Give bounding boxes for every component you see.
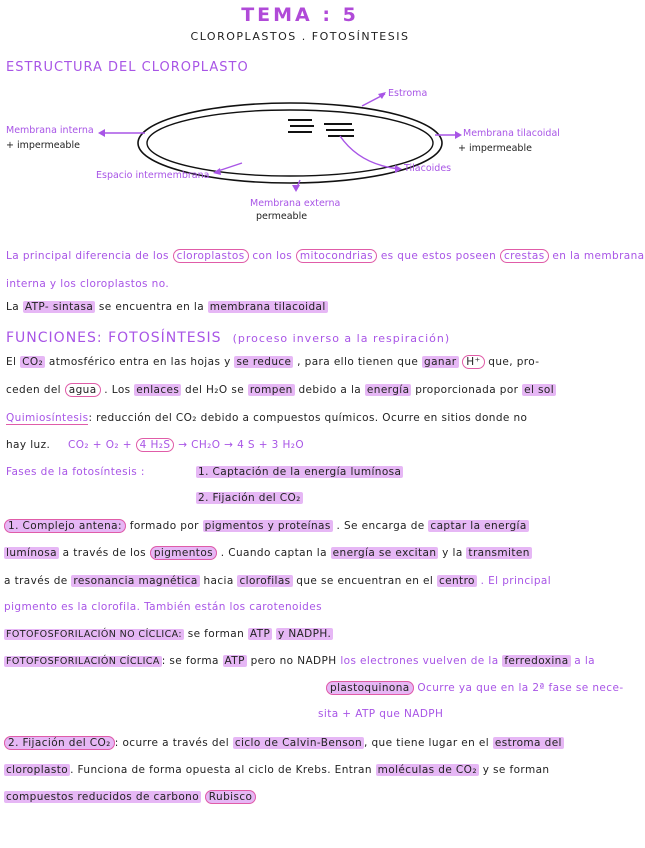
complejo-line-3: a través de resonancia magnética hacia clorofilas que se encuentran en el centro . El principal bbox=[4, 575, 552, 587]
fotofosforilacion-no-ciclica: FOTOFOSFORILACIÓN NO CÍCLICA: se forman ATP y NADPH. bbox=[6, 628, 332, 640]
functions-line-1: El CO₂ atmosférico entra en las hojas y se reduce , para ello tienen que ganar H⁺ que, pro- bbox=[6, 356, 540, 368]
functions-line-4: hay luz. CO₂ + O₂ + 4 H₂S → CH₂O → 4 S + 3 H₂O bbox=[6, 439, 305, 451]
functions-line-2: ceden del agua . Los enlaces del H₂O se rompen debido a la energía proporcionada por el sol bbox=[6, 384, 555, 396]
label-membrana-tilacoidal: Membrana tilacoidal bbox=[463, 128, 560, 139]
functions-heading-note: (proceso inverso a la respiración) bbox=[232, 332, 451, 345]
label-estroma: Estroma bbox=[388, 88, 428, 99]
fijacion-line-2: cloroplasto . Funciona de forma opuesta al ciclo de Krebs. Entran moléculas de CO₂ y se forman bbox=[6, 764, 550, 776]
label-tilacoides: Tilacoides bbox=[404, 163, 452, 174]
difference-line-1: La principal diferencia de los cloroplastos con los mitocondrias es que estos poseen crestas en la membrana bbox=[6, 250, 645, 262]
atp-line: La ATP- sintasa se encuentra en la membrana tilacoidal bbox=[6, 301, 326, 313]
complejo-line-2: lumínosa a través de los pigmentos . Cuando captan la energía se excitan y la transmiten bbox=[6, 547, 530, 559]
difference-line-2: interna y los cloroplastos no. bbox=[6, 278, 170, 290]
label-membrana-externa-note: permeable bbox=[256, 211, 308, 222]
label-membrana-interna: Membrana interna bbox=[6, 125, 94, 136]
complejo-line-4: pigmento es la clorofila. También están los carotenoides bbox=[4, 601, 322, 613]
page-title: TEMA : 5 bbox=[241, 4, 359, 26]
fotofosforilacion-ciclica: FOTOFOSFORILACIÓN CÍCLICA : se forma ATP pero no NADPH los electrones vuelven de la ferredoxina a la bbox=[6, 655, 596, 667]
thylakoid-stacks bbox=[288, 120, 354, 136]
page-subtitle: CLOROPLASTOS . FOTOSÍNTESIS bbox=[190, 30, 410, 43]
functions-heading: FUNCIONES: FOTOSÍNTESIS bbox=[6, 330, 222, 346]
structure-heading: ESTRUCTURA DEL CLOROPLASTO bbox=[6, 60, 249, 75]
fotofosforilacion-ciclica-line-3: sita + ATP que NADPH bbox=[318, 708, 444, 720]
label-membrana-tilacoidal-note: + impermeable bbox=[458, 143, 532, 154]
fijacion-line-1: 2. Fijación del CO₂ : ocurre a través del ciclo de Calvin-Benson , que tiene lugar en el estroma del bbox=[4, 737, 564, 749]
label-espacio-intermembrana: Espacio intermembrana bbox=[96, 170, 210, 181]
functions-line-3: Quimiosíntesis: reducción del CO₂ debido a compuestos químicos. Ocurre en sitios donde no bbox=[6, 412, 528, 424]
complejo-line-1: 1. Complejo antena: formado por pigmentos y proteínas . Se encarga de captar la energía bbox=[4, 520, 529, 532]
fijacion-line-3: compuestos reducidos de carbono Rubisco bbox=[4, 791, 256, 803]
functions-heading-row bbox=[6, 327, 450, 346]
label-membrana-externa: Membrana externa bbox=[250, 198, 341, 209]
phase-2: 2. Fijación del CO₂ bbox=[198, 492, 301, 504]
fotofosforilacion-ciclica-line-2: plastoquinona Ocurre ya que en la 2ª fase se nece- bbox=[326, 682, 624, 694]
phase-1: 1. Captación de la energía lumínosa bbox=[198, 466, 402, 478]
phases-label: Fases de la fotosíntesis : bbox=[6, 466, 145, 478]
label-membrana-interna-note: + impermeable bbox=[6, 140, 80, 151]
